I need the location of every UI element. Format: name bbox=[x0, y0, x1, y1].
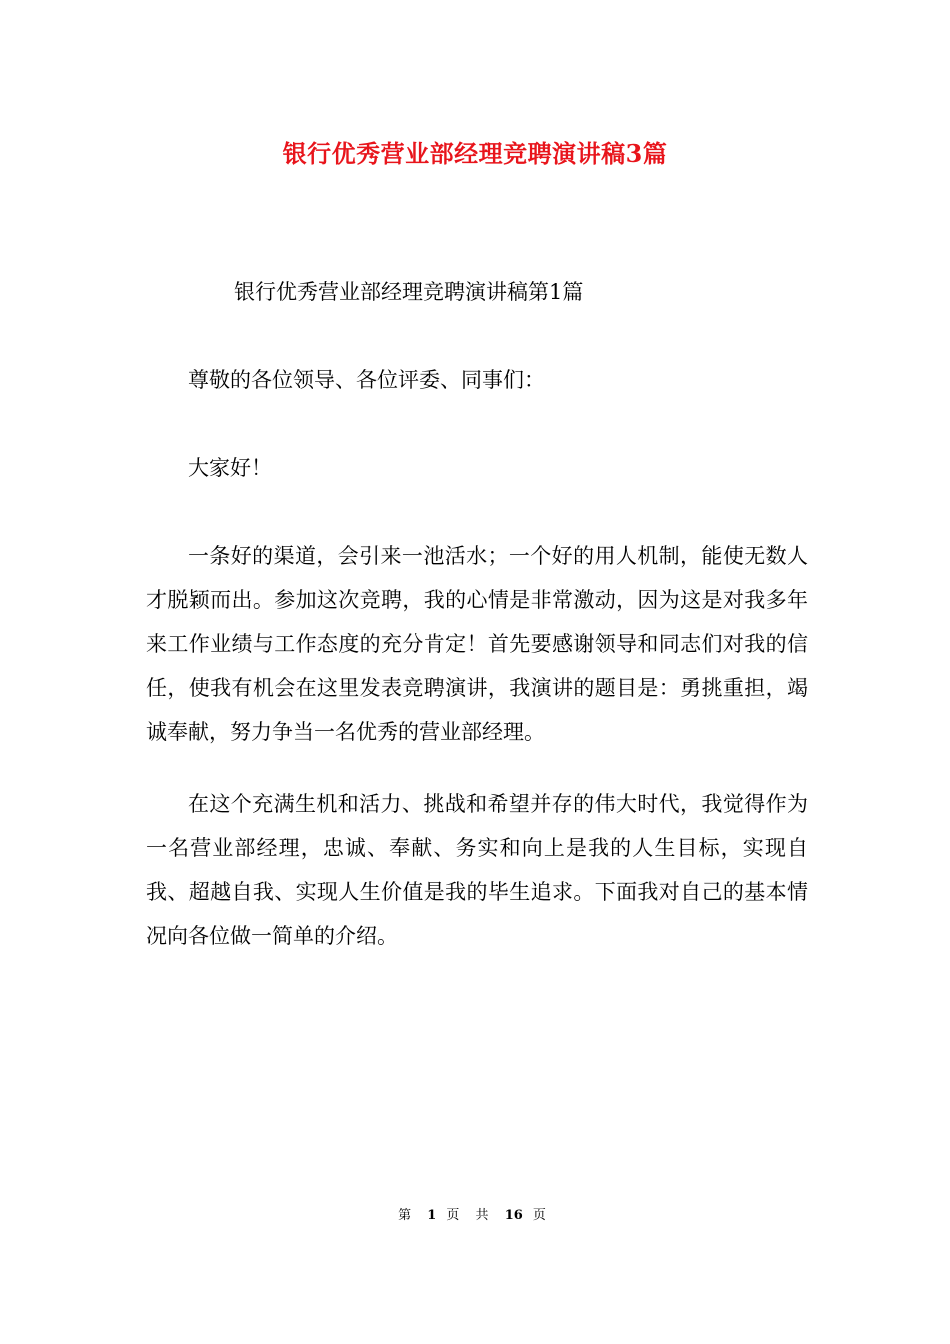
document-body bbox=[146, 270, 808, 958]
greeting: 大家好！ bbox=[188, 456, 272, 480]
current-page-number: 1 bbox=[427, 1208, 437, 1223]
section-heading: 银行优秀营业部经理竞聘演讲稿第1篇 bbox=[234, 280, 584, 304]
footer-prefix: 第 bbox=[398, 1208, 418, 1223]
footer-suffix: 页 bbox=[532, 1208, 552, 1223]
body-paragraph: 在这个充满生机和活力、挑战和希望并存的伟大时代，我觉得作为一名营业部经理，忠诚、奉献、务实和向上是我的人生目标，实现自我、超越自我、实现人生价值是我的毕生追求。下面我对自己的基本情况向各位做一简单的介绍。 bbox=[146, 792, 808, 948]
body-paragraph: 一条好的渠道，会引来一池活水；一个好的用人机制，能使无数人才脱颖而出。参加这次竞聘，我的心情是非常激动，因为这是对我多年来工作业绩与工作态度的充分肯定！首先要感谢领导和同志们对我的信任，使我有机会在这里发表竞聘演讲，我演讲的题目是：勇挑重担，竭诚奉献，努力争当一名优秀的营业部经理。 bbox=[146, 544, 808, 744]
page-footer bbox=[0, 1206, 950, 1226]
footer-middle: 页 共 bbox=[446, 1208, 495, 1223]
total-pages-number: 16 bbox=[504, 1208, 523, 1223]
salutation: 尊敬的各位领导、各位评委、同事们： bbox=[188, 368, 545, 392]
document-title: 银行优秀营业部经理竞聘演讲稿3篇 bbox=[282, 139, 668, 168]
